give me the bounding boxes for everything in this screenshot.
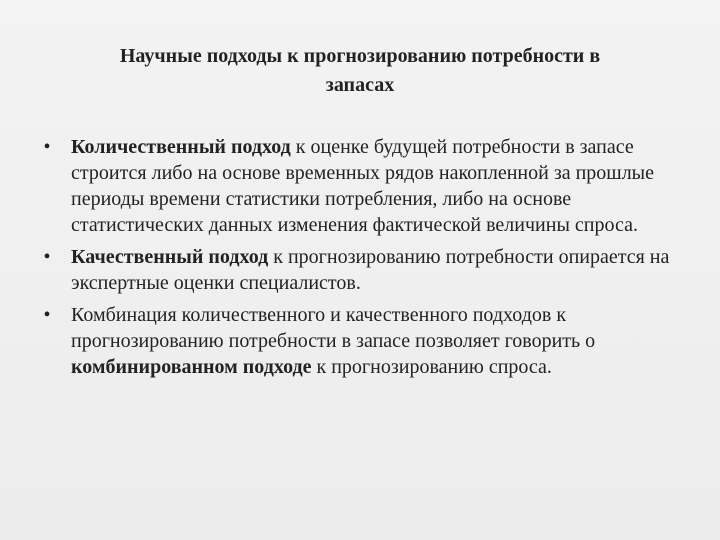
bullet-item-combined [40, 302, 680, 380]
bullet-text-body: к прогнозированию потребности опирается на экспертные оценки специалистов. [71, 246, 670, 294]
term-qualitative-approach: Качественный подход [71, 246, 269, 268]
bullet-text [71, 134, 680, 238]
slide-title-line-2: запасах [325, 74, 395, 96]
bullet-item-quantitative [40, 134, 680, 238]
bullet-text-pre: Комбинация количественного и качественного подходов к прогнозированию потребности в запасе позволяет говорить о [71, 304, 596, 352]
term-combined-approach: комбинированном подходе [71, 356, 312, 378]
bullet-item-qualitative [40, 244, 680, 296]
bullet-text [71, 302, 680, 380]
bullet-icon: • [43, 304, 51, 326]
bullet-text-body: к прогнозированию спроса. [311, 356, 552, 378]
slide-title [60, 42, 660, 100]
bullet-icon: • [43, 246, 51, 268]
bullet-text [71, 244, 680, 296]
term-quantitative-approach: Количественный подход [71, 136, 291, 158]
bullet-text-body: к оценке будущей потребности в запасе строится либо на основе временных рядов накопленной за прошлые периоды времени статистики потребления, либо на основе статистических данных изменения фактической величины спроса. [71, 136, 654, 236]
bullet-icon: • [43, 136, 51, 158]
bullet-list [40, 134, 680, 386]
slide-title-line-1: Научные подходы к прогнозированию потребности в [119, 45, 601, 67]
